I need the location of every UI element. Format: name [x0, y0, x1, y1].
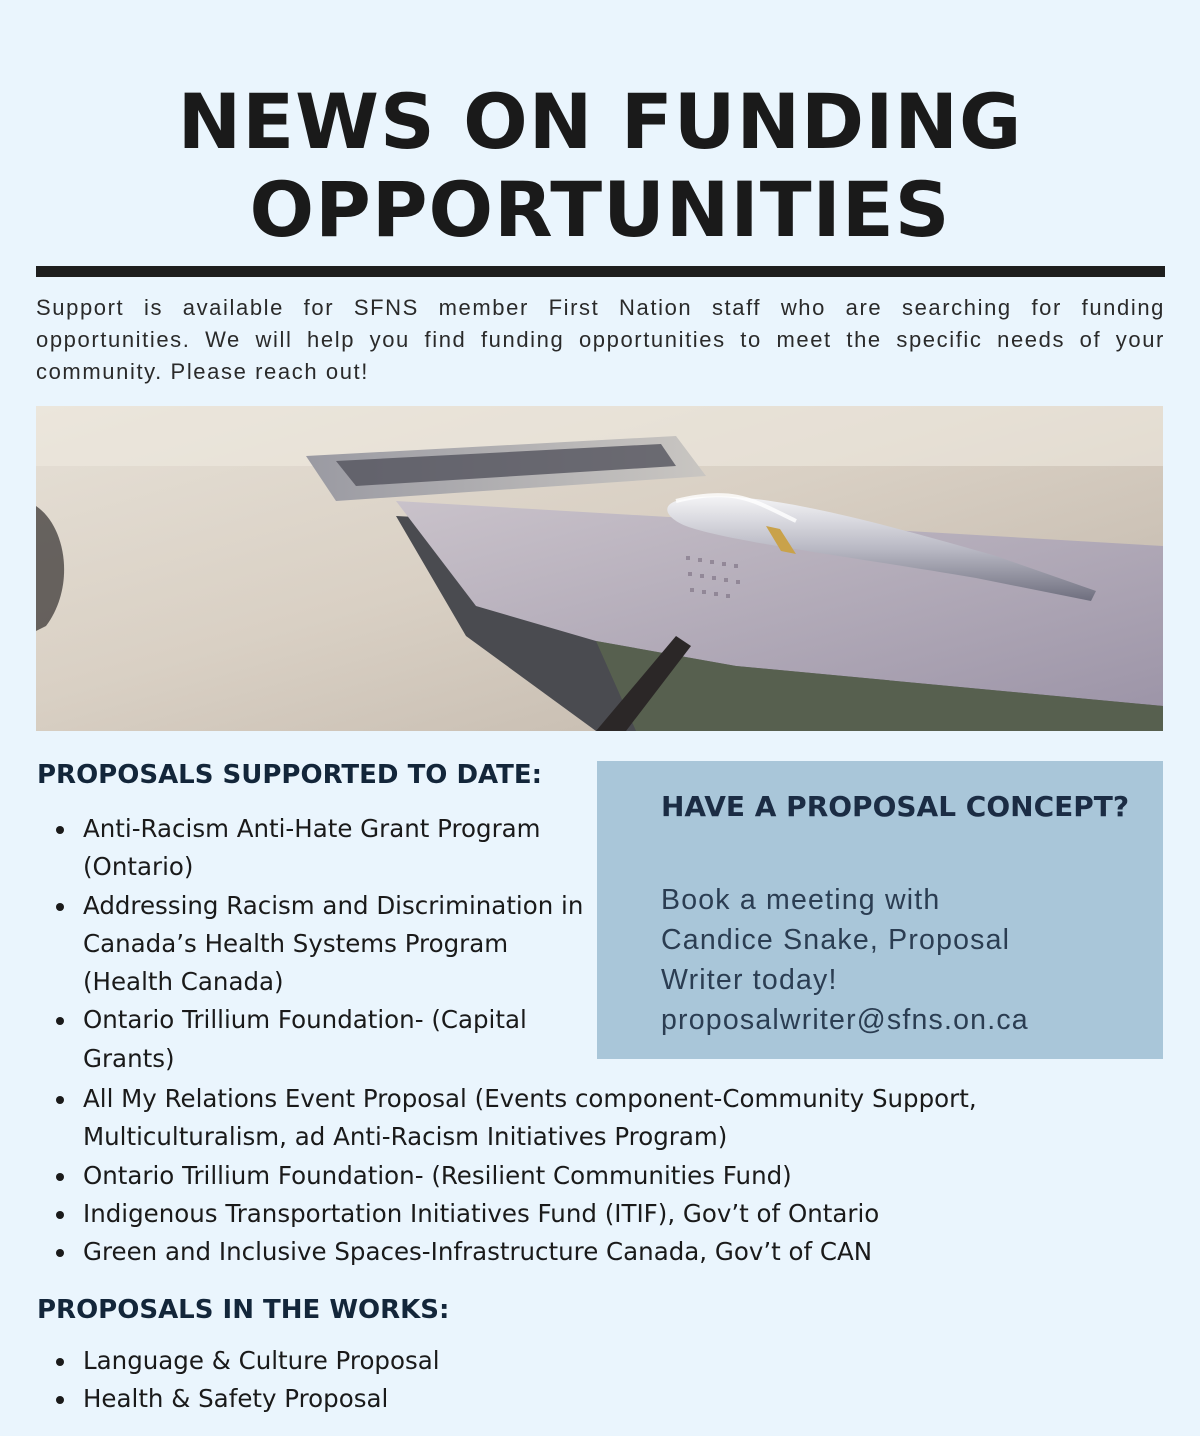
list-item: Ontario Trillium Foundation- (Capital Grants) — [36, 1001, 596, 1078]
title-divider — [36, 266, 1165, 277]
intro-paragraph: Support is available for SFNS member First Nation staff who are searching for funding opportunities. We will help you find funding opportunities to meet the specific needs of your community. Please reach out! — [36, 295, 1165, 384]
page-title — [0, 78, 1200, 254]
cta-line-2: Candice Snake, Proposal — [661, 924, 1011, 956]
list-item: Ontario Trillium Foundation- (Resilient Communities Fund) — [36, 1157, 1146, 1195]
list-item: Anti-Racism Anti-Hate Grant Program (Ontario) — [36, 810, 596, 887]
supported-list-narrow — [36, 810, 596, 1078]
works-heading: PROPOSALS IN THE WORKS: — [37, 1295, 450, 1325]
cta-line-1: Book a meeting with — [661, 884, 941, 916]
supported-heading: PROPOSALS SUPPORTED TO DATE: — [37, 760, 543, 790]
list-item: Green and Inclusive Spaces-Infrastructure Canada, Gov’t of CAN — [36, 1233, 1146, 1271]
list-item: Language & Culture Proposal — [36, 1342, 1146, 1380]
list-item: Health & Safety Proposal — [36, 1380, 1146, 1418]
title-line-1: NEWS ON FUNDING — [177, 77, 1023, 166]
notebook-pen-photo — [36, 406, 1163, 731]
list-item: All My Relations Event Proposal (Events component-Community Support, Multiculturalism, ad Anti-Racism Initiatives Program) — [36, 1080, 1146, 1157]
list-item: Addressing Racism and Discrimination in Canada’s Health Systems Program (Health Canada) — [36, 887, 596, 1002]
cta-line-3: Writer today! — [661, 964, 838, 996]
cta-heading: HAVE A PROPOSAL CONCEPT? — [661, 790, 1130, 823]
cta-text — [661, 880, 1151, 1040]
supported-list-wide — [36, 1080, 1146, 1271]
works-list — [36, 1342, 1146, 1419]
contact-email[interactable]: proposalwriter@sfns.on.ca — [661, 1004, 1029, 1036]
title-line-2: OPPORTUNITIES — [249, 165, 951, 254]
list-item: Indigenous Transportation Initiatives Fund (ITIF), Gov’t of Ontario — [36, 1195, 1146, 1233]
proposal-concept-box — [597, 761, 1163, 1059]
